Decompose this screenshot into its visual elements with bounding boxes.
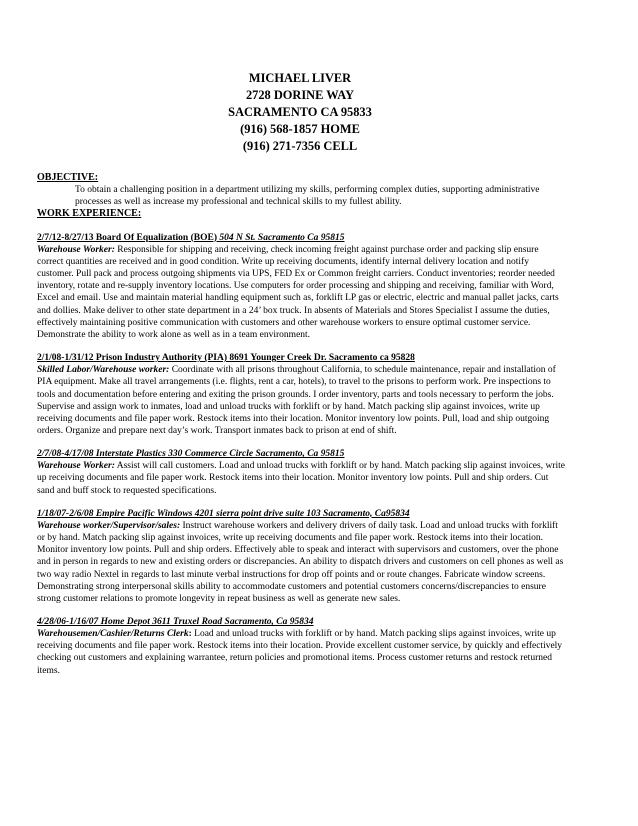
job-title-line: 4/28/06-1/16/07 Home Depot 3611 Truxel Road Sacramento, Ca 95834 (37, 617, 314, 627)
home-phone: (916) 568-1857 HOME (240, 122, 360, 136)
job-entry-interstate-plastics (37, 448, 565, 497)
job-title-line (37, 232, 565, 244)
job-duties: Coordinate with all prisons throughout California, to schedule maintenance, repair and installation of PIA equipment. Make all travel arrangements (i.e. flights, rent a car, hotels), to travel to the prisons to perform work. Pre inspections to tools and documentation before entering and exiting the prison grounds. I order inventory, parts and tools necessary to perform the jobs. Supervise and assign work to inmates, load and unload trucks with forklift or by hand. Match packing slip against invoices, write up receiving documents and file paper work. Restock items into their location. Monitor inventory low points. Pull, load and ship outgoing orders. Organize and prepare next day’s work. Transport inmates back to prison at end of shift. (37, 365, 556, 436)
job-duties: Load and unload trucks with forklift or by hand. Match packing slips against invoices, write up receiving documents and file paper work. Restock items into their location. Provide excellent customer service, by quickly and effectively checking out customers and explaining warrantee, return policies and promotional items. Process customer returns and restock returned items. (37, 629, 563, 676)
street-address: 2728 DORINE WAY (245, 88, 355, 102)
objective-text: To obtain a challenging position in a department utilizing my skills, performing complex duties, supporting administrative processes as well as increase my professional and technical skills to my fullest ability. (75, 185, 540, 208)
job-description (37, 460, 565, 496)
applicant-name: MICHAEL LIVER (248, 71, 352, 85)
job-description (37, 628, 565, 677)
job-duties: Responsible for shipping and receiving, check incoming freight against purchase order and packing slip ensure correct quantities are received and in good condition. Write up receiving documents, identify internal delivery location and notify customer. Pull pack and process outgoing shipments via UPS, FED Ex or Common freight carriers. Conduct inventories; reorder needed inventory, rotate and re-supply inventory locations. Use computers for order processing and shipping and receiving, familiar with Word, Excel and email. Use and maintain material handling equipment such as, forklift LP gas or electric, electric and manual pallet jacks, carts and dollies. Make deliver to other state department in a 24’ box truck. In absents of Materials and Stores Specialist I assume the duties, effectively maintaining positive communication with customers and other warehouse workers to ensure optimal customer service. Demonstrate the ability to work alone as well as in a team environment. (37, 244, 559, 340)
job-title-line: 2/1/08-1/31/12 Prison Industry Authority (PIA) 8691 Younger Creek Dr. Sacramento ca 95828 (37, 353, 415, 364)
job-role: Warehouse Worker: (37, 461, 115, 472)
job-role: Warehouse Worker: (37, 244, 115, 255)
resume-body (37, 172, 565, 677)
job-role: Skilled Labor/Warehouse worker: (37, 365, 170, 376)
job-title-line: 2/7/08-4/17/08 Interstate Plastics 330 Commerce Circle Sacramento, Ca 95815 (37, 449, 345, 460)
job-role-colon: : (188, 629, 192, 640)
job-dates-employer: 2/7/12-8/27/13 Board Of Equalization (BOE) (37, 232, 220, 243)
job-role: Warehouse worker/Supervisor/sales: (37, 520, 181, 531)
cell-phone: (916) 271-7356 CELL (242, 139, 358, 153)
job-entry-home-depot (37, 616, 565, 677)
job-entry-boe (37, 232, 565, 341)
job-description (37, 520, 565, 605)
job-entry-pia (37, 352, 565, 437)
job-description (37, 244, 565, 341)
contact-header (0, 70, 600, 155)
job-duties: Assist will call customers. Load and unload trucks with forklift or by hand. Match packing slip against invoices, write up receiving documents and file paper work. Restock items into their location. Monitor inventory low points. Pull and ship orders. Cut sand and buff stock to requested specifications. (37, 461, 565, 496)
work-experience-heading: WORK EXPERIENCE: (37, 208, 142, 220)
objective-heading: OBJECTIVE: (37, 172, 99, 183)
job-role: Warehousemen/Cashier/Returns Clerk (37, 629, 189, 640)
city-state-zip: SACRAMENTO CA 95833 (228, 105, 372, 119)
job-title-line: 1/18/07-2/6/08 Empire Pacific Windows 4201 sierra point drive suite 103 Sacramento, Ca95834 (37, 508, 410, 519)
job-duties: Instruct warehouse workers and delivery drivers of daily task. Load and unload trucks with forklift or by hand. Match packing slip against invoices, write up receiving documents and file paper work. Restock items into their location. Monitor inventory low points. Pull and ship orders. Effectively able to speak and interact with supervisors and customers, over the phone and in person in regards to new and existing orders or discrepancies. An ability to dispatch drivers and customers on cell phones as well as two way radio Nextel in regards to last minute verbal instructions for drop off points and or route changes. Fabricate window screens. Demonstrating strong interpersonal skills ability to accommodate customers and potential customers concerns/discrepancies to ensure strong customer relations to promote longevity in repeat business as well as generate new sales. (37, 520, 564, 604)
job-description (37, 364, 565, 437)
job-entry-empire-pacific (37, 508, 565, 605)
job-address: 504 N St. Sacramento Ca 95815 (219, 232, 345, 243)
